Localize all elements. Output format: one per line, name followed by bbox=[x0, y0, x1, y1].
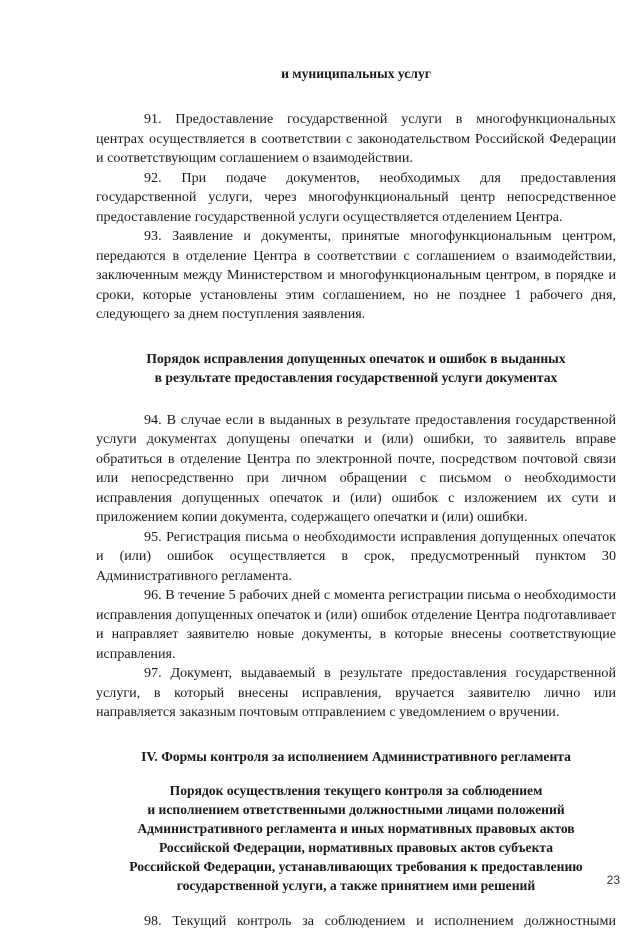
control-subheading-line: и исполнением ответственными должностными лицами положений bbox=[96, 800, 616, 819]
errors-subheading-line: Порядок исправления допущенных опечаток и ошибок в выданных bbox=[96, 349, 616, 368]
section-iv-heading: IV. Формы контроля за исполнением Административного регламента bbox=[96, 747, 616, 766]
paragraph-96: 96. В течение 5 рабочих дней с момента регистрации письма о необходимости исправления допущенных опечаток и (или) ошибок отделение Центра подготавливает и направляет заявителю новые документы, в которые внесены соответствующие исправления. bbox=[96, 586, 616, 664]
errors-subheading bbox=[96, 349, 616, 387]
control-subheading-line: Российской Федерации, нормативных правовых актов субъекта bbox=[96, 838, 616, 857]
page-number: 23 bbox=[607, 873, 620, 887]
paragraph-98: 98. Текущий контроль за соблюдением и исполнением должностными bbox=[96, 912, 616, 931]
paragraph-94: 94. В случае если в выданных в результате предоставления государственной услуги документах допущены опечатки и (или) ошибки, то заявитель вправе обратиться в отделение Центра по электронной почте, посредством почтовой связи или непосредственно при личном обращении с письмом о необходимости исправления допущенных опечаток и (или) ошибок с изложением их сути и приложением копии документа, содержащего опечатки и (или) ошибки. bbox=[96, 411, 616, 528]
paragraph-91: 91. Предоставление государственной услуги в многофункциональных центрах осуществляется в соответствии с законодательством Российской Федерации и соответствующим соглашением о взаимодействии. bbox=[96, 110, 616, 169]
control-subheading-line: Российской Федерации, устанавливающих требования к предоставлению bbox=[96, 857, 616, 876]
control-subheading-line: государственной услуги, а также принятием ими решений bbox=[96, 876, 616, 895]
top-heading: и муниципальных услуг bbox=[96, 64, 616, 83]
errors-subheading-line: в результате предоставления государственной услуги документах bbox=[96, 368, 616, 387]
paragraph-95: 95. Регистрация письма о необходимости исправления допущенных опечаток и (или) ошибок осуществляется в срок, предусмотренный пунктом 30 Административного регламента. bbox=[96, 528, 616, 587]
control-subheading-line: Порядок осуществления текущего контроля за соблюдением bbox=[96, 781, 616, 800]
control-subheading bbox=[96, 781, 616, 895]
paragraph-97: 97. Документ, выдаваемый в результате предоставления государственной услуги, в который внесены исправления, вручается заявителю лично или направляется заказным почтовым отправлением с уведомлением о вручении. bbox=[96, 664, 616, 723]
paragraph-93: 93. Заявление и документы, принятые многофункциональным центром, передаются в отделение Центра в соответствии с соглашением о взаимодействии, заключенным между Министерством и многофункциональным центром, в порядке и сроки, которые установлены этим соглашением, но не позднее 1 рабочего дня, следующего за днем поступления заявления. bbox=[96, 227, 616, 325]
paragraph-92: 92. При подаче документов, необходимых для предоставления государственной услуги, через многофункциональный центр непосредственное предоставление государственной услуги осуществляется отделением Центра. bbox=[96, 169, 616, 228]
control-subheading-line: Административного регламента и иных нормативных правовых актов bbox=[96, 819, 616, 838]
